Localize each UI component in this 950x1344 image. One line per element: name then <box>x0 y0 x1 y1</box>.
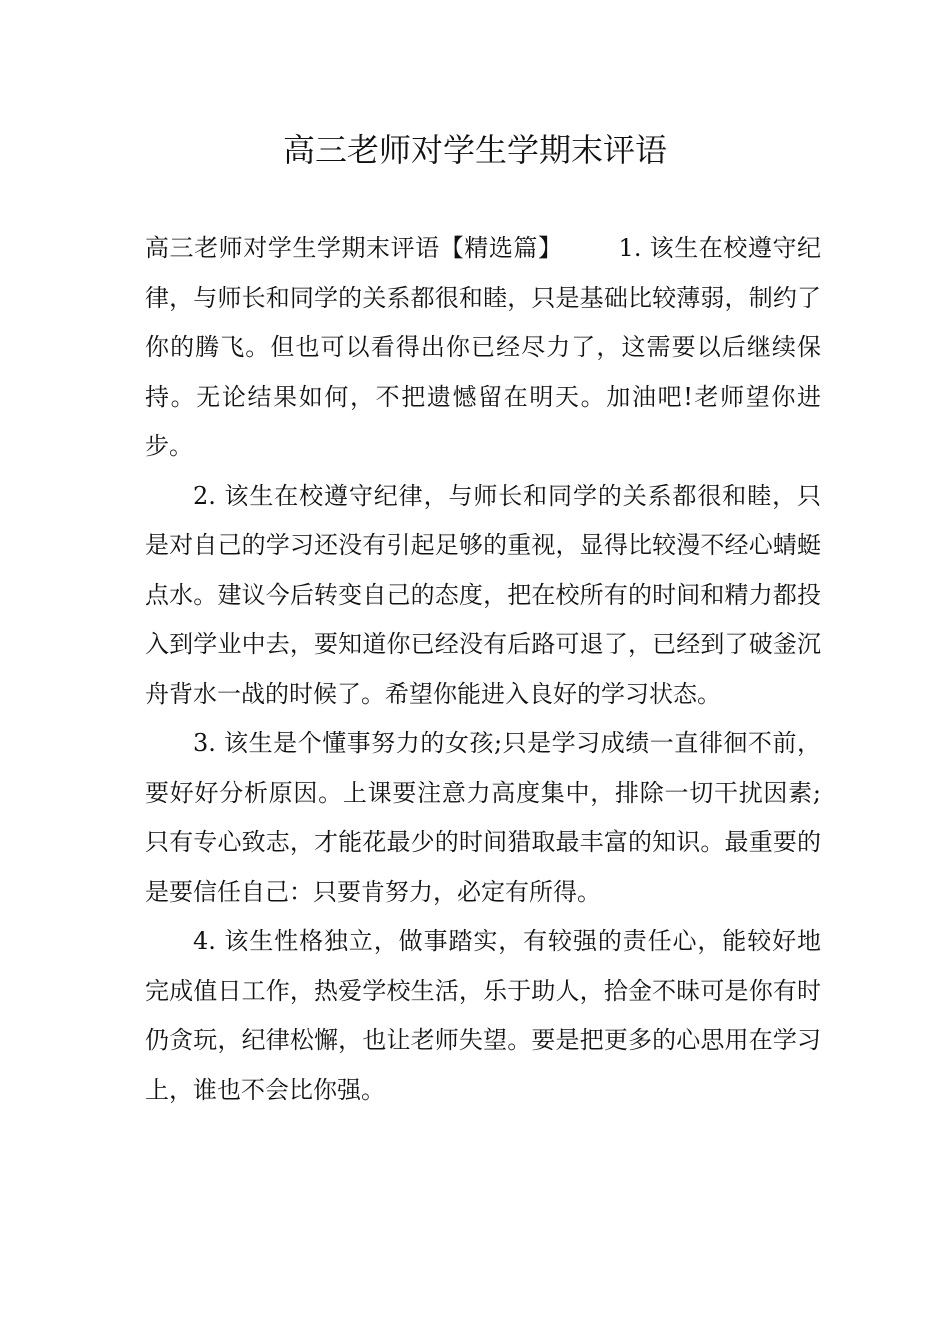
intro-heading: 高三老师对学生学期末评语【精选篇】 <box>145 234 563 262</box>
paragraph-2: 2. 该生在校遵守纪律，与师长和同学的关系都很和睦，只是对自己的学习还没有引起足够的重视，显得比较漫不经心蜻蜓点水。建议今后转变自己的态度，把在校所有的时间和精力都投入到学业中去，要知道你已经没有后路可退了，已经到了破釜沉舟背水一战的时候了。希望你能进入良好的学习状态。 <box>145 481 821 708</box>
document-title: 高三老师对学生学期末评语 <box>282 131 667 169</box>
paragraph-3: 3. 该生是个懂事努力的女孩;只是学习成绩一直徘徊不前，要好好分析原因。上课要注意力高度集中，排除一切干扰因素;只有专心致志，才能花最少的时间猎取最丰富的知识。最重要的是要信任自己：只要肯努力，必定有所得。 <box>145 729 821 906</box>
paragraph-4: 4. 该生性格独立，做事踏实，有较强的责任心，能较好地完成值日工作，热爱学校生活，乐于助人，拾金不昧可是你有时仍贪玩，纪律松懈，也让老师失望。要是把更多的心思用在学习上，谁也不会比你强。 <box>145 927 821 1104</box>
paragraph-1 <box>145 224 821 472</box>
paragraph-1-text: 1. 该生在校遵守纪律，与师长和同学的关系都很和睦，只是基础比较薄弱，制约了你的腾飞。但也可以看得出你已经尽力了，这需要以后继续保持。无论结果如何，不把遗憾留在明天。加油吧!老师望你进步。 <box>145 234 822 460</box>
document-body <box>145 224 821 1115</box>
